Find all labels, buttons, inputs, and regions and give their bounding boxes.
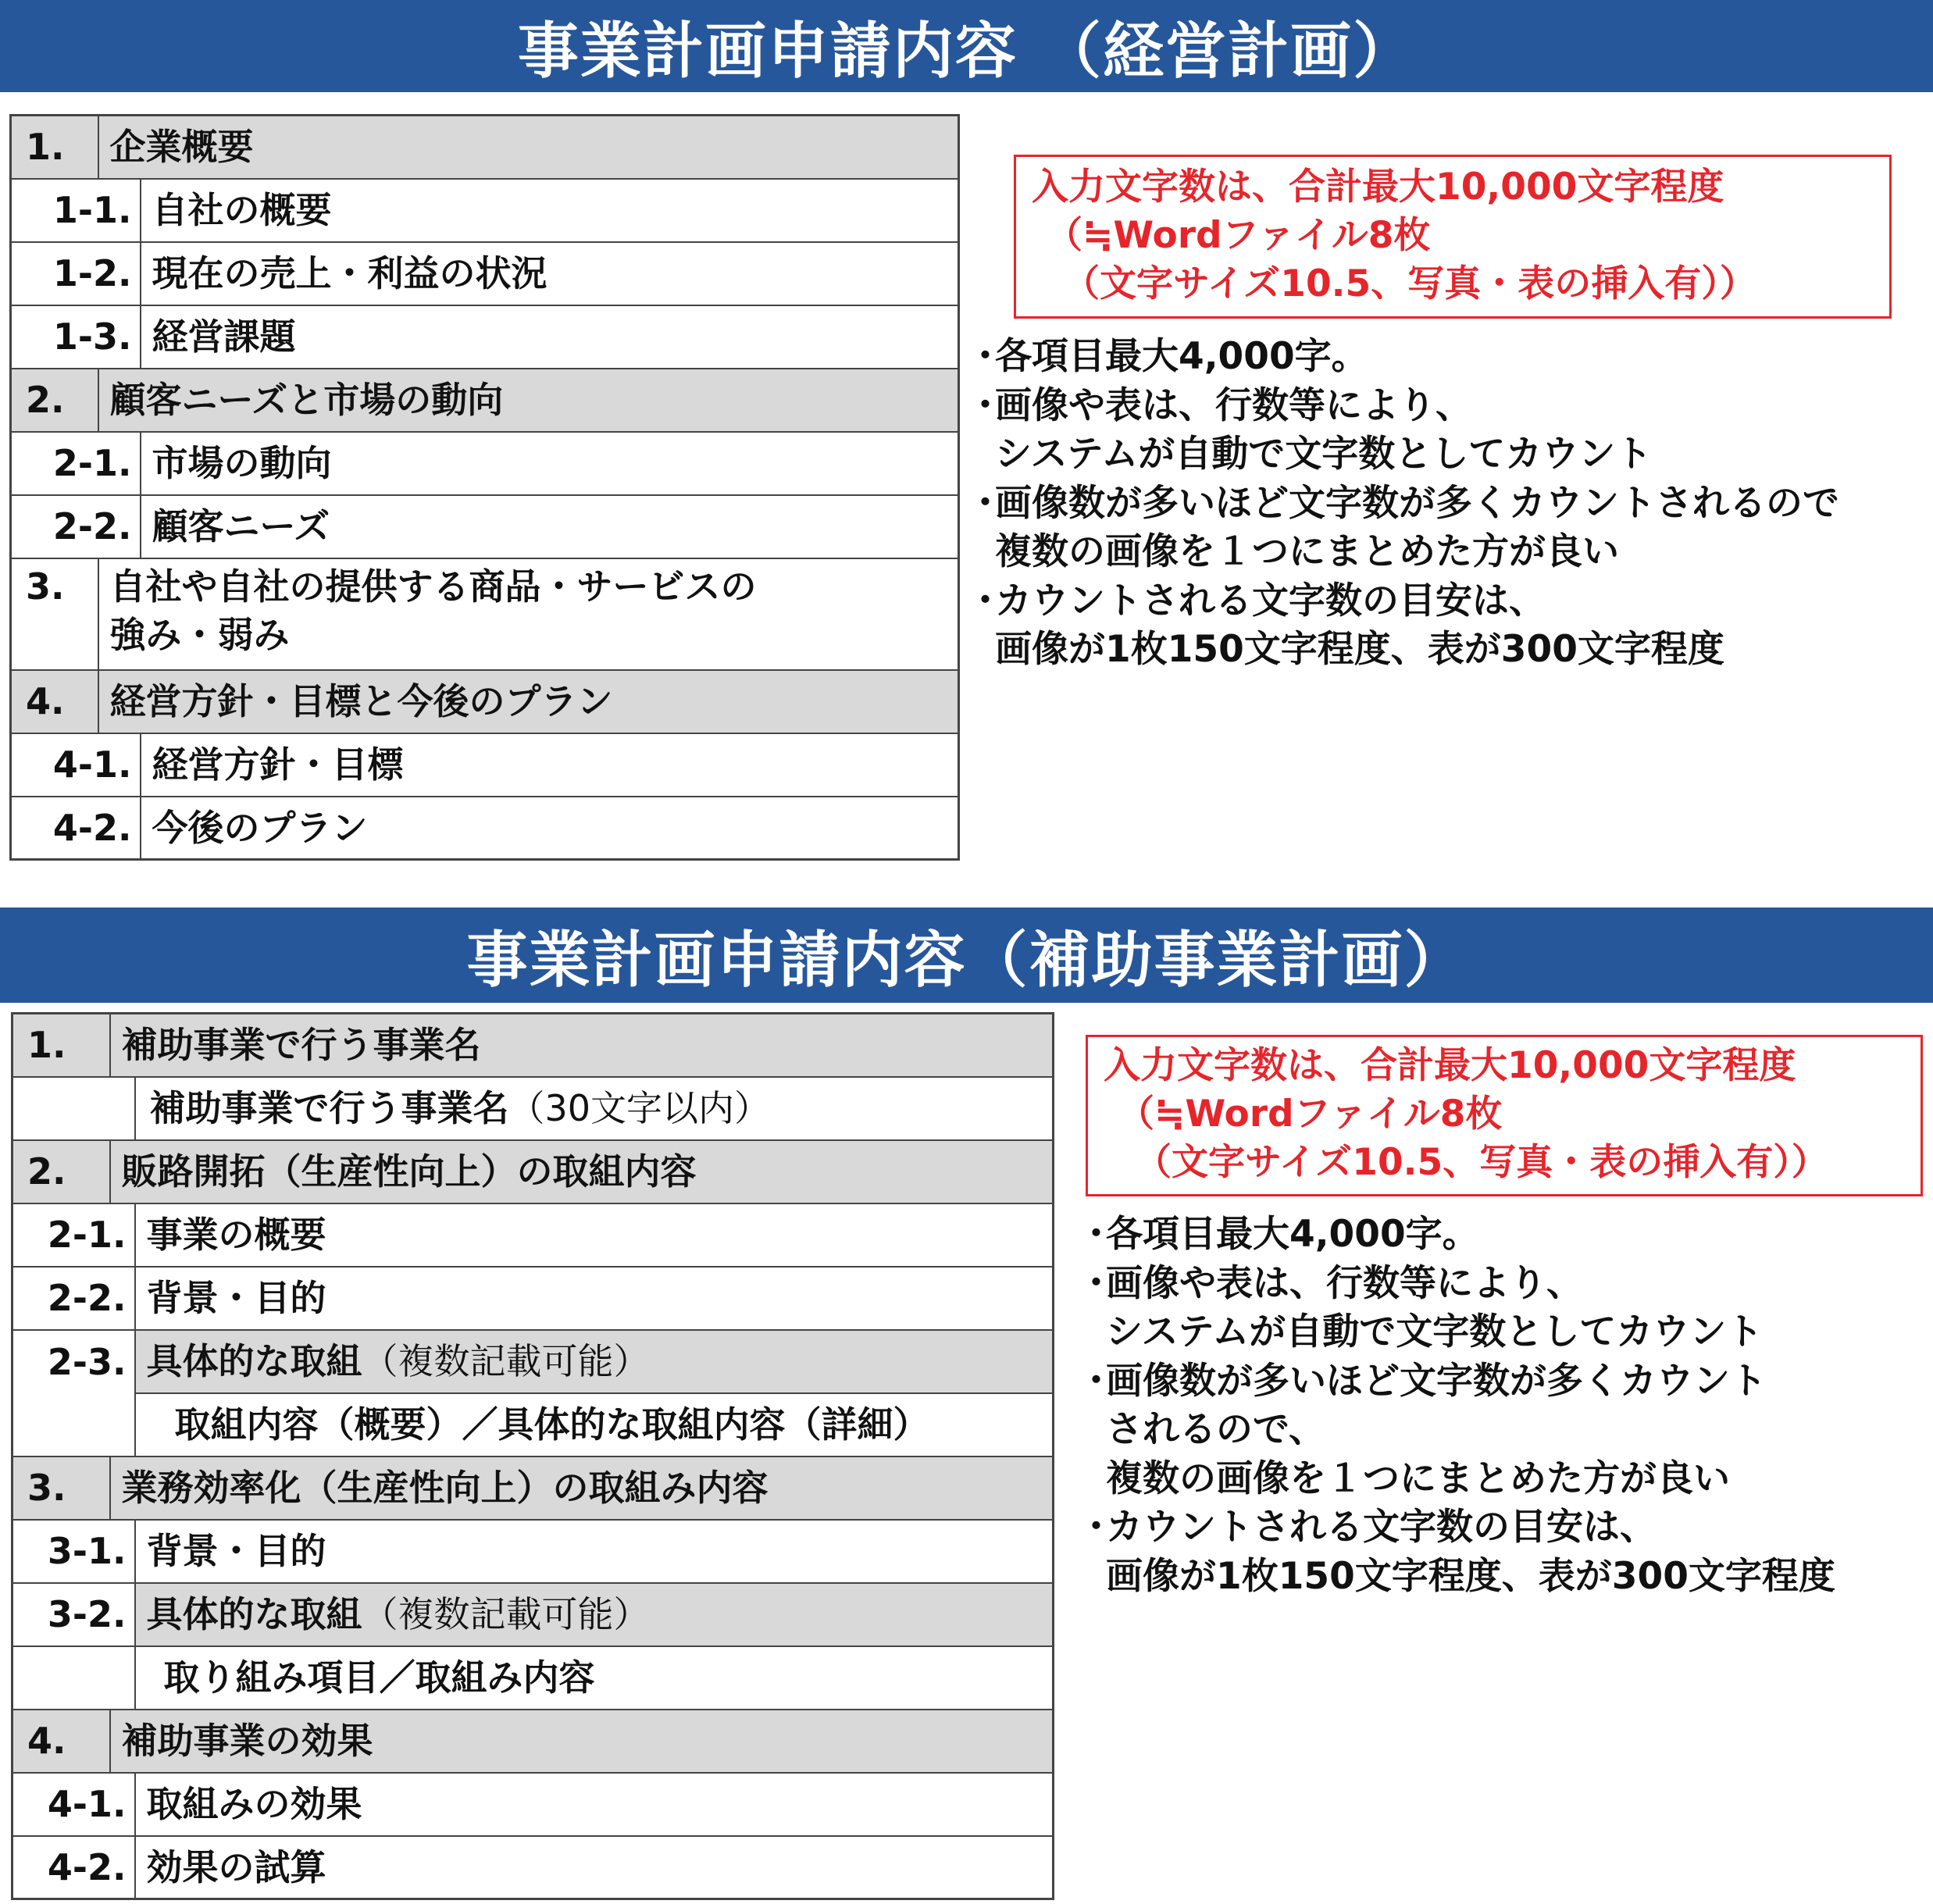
bullet-item: ・各項目最大4,000字。 [967, 335, 1368, 378]
row-number: 4. [11, 670, 98, 733]
table-row [12, 1140, 1054, 1203]
row-number: 4-2. [11, 797, 141, 860]
table-row [11, 733, 959, 797]
row-label: 背景・目的 [135, 1520, 1054, 1583]
row-label: 具体的な取組（複数記載可能） [135, 1330, 1054, 1393]
row-number: 2-3. [12, 1330, 135, 1393]
row-number [12, 1393, 135, 1457]
bullet-continuation: 複数の画像を１つにまとめた方が良い [995, 530, 1619, 573]
row-label: 今後のプラン [141, 797, 959, 860]
row-label: 顧客ニーズ [141, 495, 959, 558]
bullet-item: ・画像数が多いほど文字数が多くカウント [1078, 1359, 1767, 1403]
row-number: 3. [12, 1457, 110, 1520]
row-number: 1-2. [11, 242, 141, 305]
row-label: 経営方針・目標 [141, 733, 959, 797]
row-label: 取組みの効果 [135, 1773, 1054, 1836]
table-row [11, 797, 959, 860]
row-label: 現在の売上・利益の状況 [141, 242, 959, 305]
section2-title-banner [0, 907, 1933, 1003]
row-number: 1. [12, 1014, 110, 1077]
table-row [11, 369, 959, 432]
bullet-item: ・画像や表は、行数等により、 [967, 383, 1472, 427]
table-row [12, 1646, 1054, 1710]
table-row [12, 1836, 1054, 1899]
table-row [11, 495, 959, 558]
row-number [12, 1077, 135, 1140]
row-label [98, 558, 959, 670]
row-number: 3-1. [12, 1520, 135, 1583]
row-label: 取組内容（概要）／具体的な取組内容（詳細） [135, 1393, 1054, 1457]
table-row [11, 432, 959, 495]
row-label: 事業の概要 [135, 1203, 1054, 1267]
row-number: 4. [12, 1710, 110, 1773]
row-label: 補助事業で行う事業名 [110, 1014, 1054, 1077]
row-label: 経営課題 [141, 305, 959, 369]
table-row [12, 1203, 1054, 1267]
note-line: （文字サイズ10.5、写真・表の挿入有）） [1063, 262, 1756, 305]
table-row [12, 1773, 1054, 1836]
row-number: 4-2. [12, 1836, 135, 1899]
note-line: （≒Wordファイル8枚 [1118, 1093, 1503, 1136]
row-number: 2-2. [12, 1267, 135, 1330]
table-row [11, 116, 959, 179]
note-line: （文字サイズ10.5、写真・表の挿入有）） [1135, 1141, 1828, 1184]
row-label-line: 強み・弱み [109, 613, 290, 656]
note-line: （≒Wordファイル8枚 [1046, 214, 1431, 257]
table-row [12, 1014, 1054, 1077]
table-row [12, 1330, 1054, 1393]
row-number: 2-2. [11, 495, 141, 558]
row-label: 補助事業の効果 [110, 1710, 1054, 1773]
table-row [12, 1520, 1054, 1583]
row-label: 顧客ニーズと市場の動向 [98, 369, 959, 432]
row-label: 補助事業で行う事業名（30文字以内） [135, 1077, 1054, 1140]
section2-char-limit-note [1086, 1035, 1923, 1196]
row-number [12, 1646, 135, 1710]
row-number: 4-1. [12, 1773, 135, 1836]
row-number: 1-3. [11, 305, 141, 369]
table-row [12, 1077, 1054, 1140]
table-row [11, 558, 959, 670]
bullet-continuation: 画像が1枚150文字程度、表が300文字程度 [995, 628, 1724, 671]
row-label: 具体的な取組（複数記載可能） [135, 1583, 1054, 1646]
row-label: 市場の動向 [141, 432, 959, 495]
bullet-item: ・画像や表は、行数等により、 [1078, 1261, 1583, 1305]
row-number: 3. [11, 558, 98, 670]
table-row [12, 1710, 1054, 1773]
section1-bullet-list [967, 333, 1839, 675]
row-label-line: 自社や自社の提供する商品・サービスの [109, 565, 757, 608]
table-row [11, 670, 959, 733]
table-row [12, 1393, 1054, 1457]
bullet-continuation: 画像が1枚150文字程度、表が300文字程度 [1106, 1554, 1835, 1598]
section2-outline-table [11, 1012, 1054, 1900]
row-number: 3-2. [12, 1583, 135, 1646]
section1-char-limit-note [1014, 155, 1892, 319]
row-number: 2-1. [12, 1203, 135, 1267]
row-label: 背景・目的 [135, 1267, 1054, 1330]
row-label: 取り組み項目／取組み内容 [135, 1646, 1054, 1710]
bullet-continuation: システムが自動で文字数としてカウント [995, 433, 1653, 476]
table-row [12, 1267, 1054, 1330]
row-number: 2. [11, 369, 98, 432]
section1-title-banner [0, 0, 1933, 92]
bullet-continuation: 複数の画像を１つにまとめた方が良い [1106, 1457, 1730, 1500]
bullet-item: ・各項目最大4,000字。 [1078, 1213, 1479, 1256]
row-number: 4-1. [11, 733, 141, 797]
bullet-continuation: されるので、 [1106, 1408, 1326, 1451]
bullet-continuation: システムが自動で文字数としてカウント [1106, 1310, 1764, 1353]
note-line: 入力文字数は、合計最大10,000文字程度 [1032, 166, 1724, 209]
table-row [12, 1583, 1054, 1646]
section1-outline-table [9, 114, 960, 861]
table-row [11, 179, 959, 242]
row-label: 経営方針・目標と今後のプラン [98, 670, 959, 733]
note-line: 入力文字数は、合計最大10,000文字程度 [1104, 1044, 1796, 1087]
row-label: 企業概要 [98, 116, 959, 179]
table-row [11, 305, 959, 369]
row-label: 業務効率化（生産性向上）の取組み内容 [110, 1457, 1054, 1520]
section1-title: 事業計画申請内容 （経営計画） [517, 16, 1416, 87]
bullet-item: ・カウントされる文字数の目安は、 [967, 579, 1546, 622]
table-row [11, 242, 959, 305]
row-number: 1. [11, 116, 98, 179]
section2-bullet-list [1078, 1211, 1835, 1601]
row-number: 2. [12, 1140, 110, 1203]
table-row [12, 1457, 1054, 1520]
row-label: 販路開拓（生産性向上）の取組内容 [110, 1140, 1054, 1203]
row-label: 効果の試算 [135, 1836, 1054, 1899]
row-label: 自社の概要 [141, 179, 959, 242]
row-number: 1-1. [11, 179, 141, 242]
bullet-item: ・カウントされる文字数の目安は、 [1078, 1506, 1657, 1549]
row-number: 2-1. [11, 432, 141, 495]
section2-title: 事業計画申請内容（補助事業計画） [466, 925, 1467, 996]
bullet-item: ・画像数が多いほど文字数が多くカウントされるので [967, 481, 1839, 525]
